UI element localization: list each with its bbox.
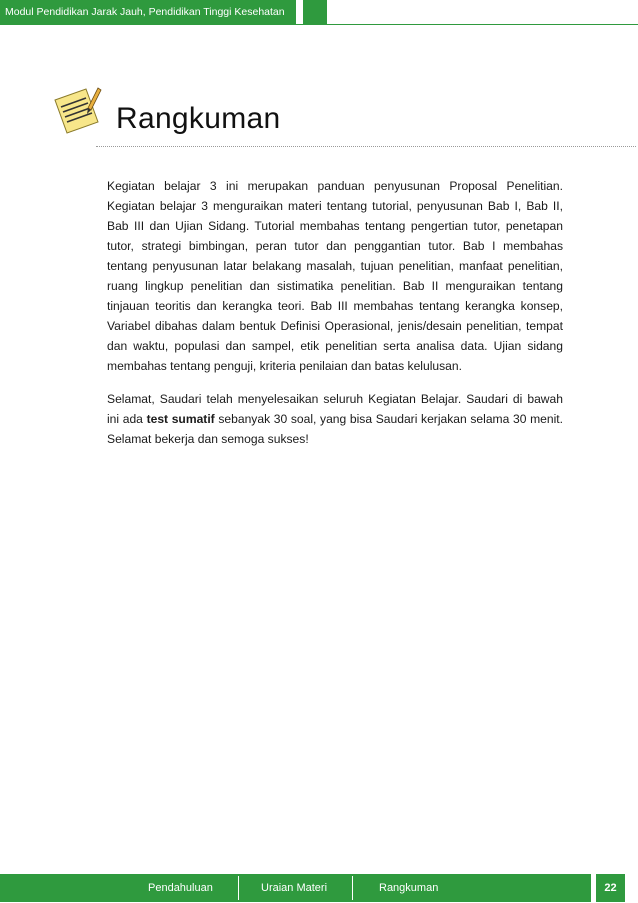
title-dotted-rule [96,146,636,147]
page-number: 22 [596,874,625,902]
header-square [303,0,327,24]
section-title: Rangkuman [116,102,281,135]
test-sumatif-emphasis: test sumatif [146,412,215,426]
header-divider [0,24,638,25]
footer-nav-pendahuluan[interactable]: Pendahuluan [148,882,213,894]
summary-paragraph: Kegiatan belajar 3 ini merupakan panduan penyusunan Proposal Penelitian. Kegiatan belajar 3 menguraikan materi tentang tutorial, penyusunan Bab I, Bab II, Bab III dan Ujian Sidang. Tutorial membahas tentang pengertian tutor, penetapan tutor, strategi bimbingan, peran tutor dan penggantian tutor. Bab I membahas tentang penyusunan latar belakang masalah, tujuan penelitian, manfaat penelitian, ruang lingkup penelitian dan sistimatika penelitian. Bab II menguraikan tentang tinjauan teoritis dan kerangka teori. Bab III membahas tentang kerangka konsep, Variabel dibahas dalam bentuk Definisi Operasional, jenis/desain penelitian, tempat dan waktu, populasi dan sampel, etik penelitian serta analisa data. Ujian sidang membahas tentang penguji, kriteria penilaian dan batas kelulusan. [107,179,563,373]
closing-text-start: Selamat, Saudari telah menyelesaikan seluruh Kegiatan Belajar. Saudari di bawah ini ada [107,392,563,426]
closing-paragraph [107,389,563,449]
header-bar [0,0,296,24]
header-title: Modul Pendidikan Jarak Jauh, Pendidikan Tinggi Kesehatan [5,6,285,18]
notepad-pencil-icon [52,86,104,138]
closing-text-end: sebanyak 30 soal, yang bisa Saudari kerjakan selama 30 menit. Selamat bekerja dan semoga sukses! [107,412,564,446]
footer-separator [238,876,239,900]
footer-nav-uraian-materi[interactable]: Uraian Materi [261,882,328,894]
footer-nav-rangkuman[interactable]: Rangkuman [379,882,439,894]
footer-separator [352,876,353,900]
body-text [107,176,563,449]
